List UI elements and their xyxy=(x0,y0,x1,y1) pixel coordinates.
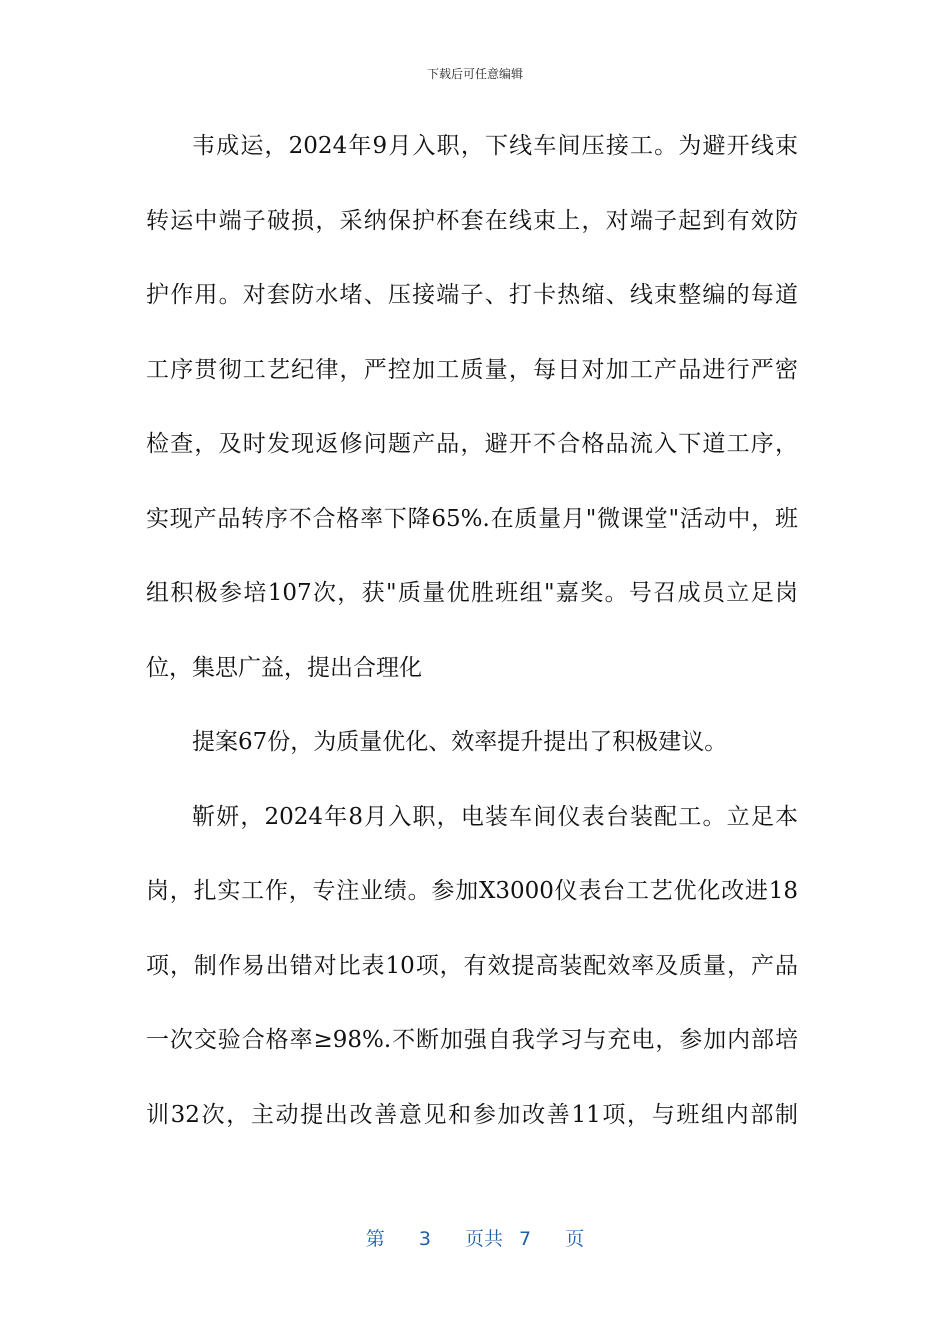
page-footer xyxy=(0,1226,950,1252)
page-label-mid: 页共 xyxy=(464,1228,503,1250)
paragraph-line: 项，制作易出错对比表10项，有效提高装配效率及质量，产品 xyxy=(146,952,798,979)
current-page-number: 3 xyxy=(418,1228,431,1250)
page-label-prefix: 第 xyxy=(365,1228,385,1250)
header-note: 下载后可任意编辑 xyxy=(426,67,523,81)
total-pages-number: 7 xyxy=(519,1228,532,1250)
paragraph-line: 训32次，主动提出改善意见和参加改善11项，与班组内部制 xyxy=(146,1101,798,1128)
paragraph-line: 转运中端子破损，采纳保护杯套在线束上，对端子起到有效防 xyxy=(146,207,798,234)
paragraph-line: 组积极参培107次，获"质量优胜班组"嘉奖。号召成员立足岗 xyxy=(146,580,798,606)
paragraph-line: 一次交验合格率≥98%.不断加强自我学习与充电，参加内部培 xyxy=(146,1027,798,1053)
paragraph-line: 韦成运，2024年9月入职，下线车间压接工。为避开线束 xyxy=(192,133,798,159)
paragraph-line: 实现产品转序不合格率下降65%.在质量月"微课堂"活动中，班 xyxy=(146,505,798,532)
paragraph-line: 提案67份，为质量优化、效率提升提出了积极建议。 xyxy=(192,729,728,755)
page-label-suffix: 页 xyxy=(565,1228,585,1250)
paragraph-line: 靳妍，2024年8月入职，电装车间仪表台装配工。立足本 xyxy=(192,803,798,830)
paragraph-line: 岗，扎实工作，专注业绩。参加X3000仪表台工艺优化改进18 xyxy=(146,878,798,904)
paragraph-line: 工序贯彻工艺纪律，严控加工质量，每日对加工产品进行严密 xyxy=(146,356,798,383)
paragraph-line: 位，集思广益，提出合理化 xyxy=(146,654,422,681)
paragraph-line: 护作用。对套防水堵、压接端子、打卡热缩、线束整编的每道 xyxy=(146,282,798,308)
body-text xyxy=(146,126,798,1169)
paragraph-line: 检查，及时发现返修问题产品，避开不合格品流入下道工序， xyxy=(146,431,798,457)
